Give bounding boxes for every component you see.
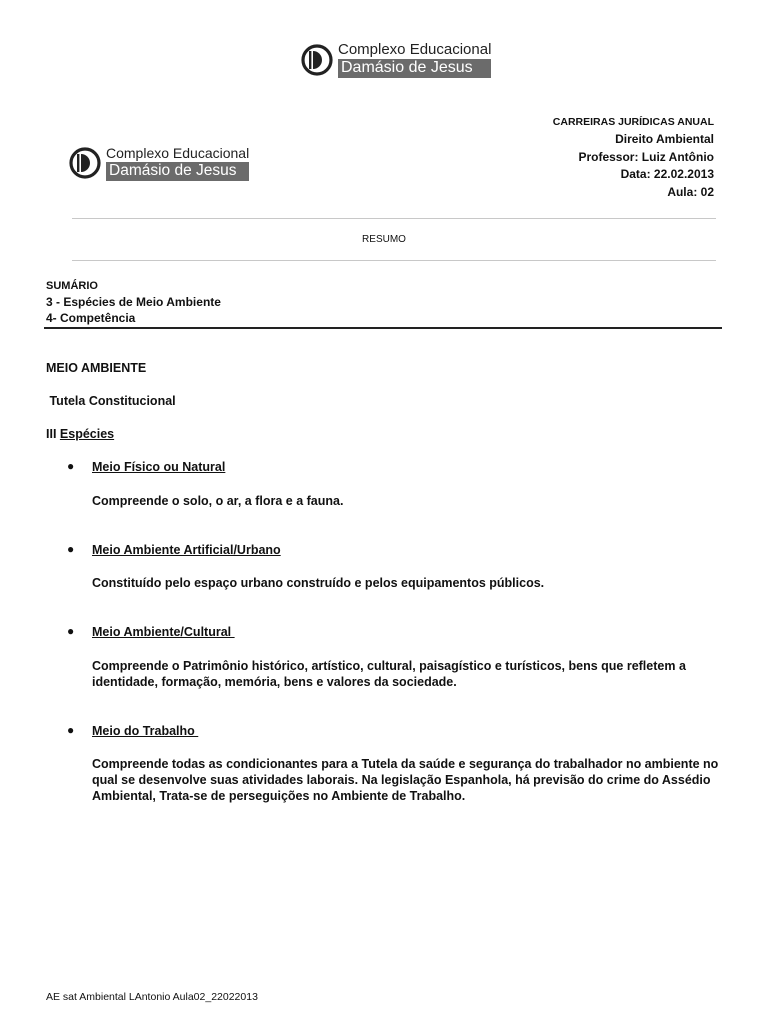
bullet-icon: ● — [67, 624, 75, 638]
class-date: Data: 22.02.2013 — [620, 167, 714, 181]
bullet-text: Compreende o solo, o ar, a flora e a fauna. — [92, 494, 344, 508]
summary-item: 3 - Espécies de Meio Ambiente — [46, 295, 221, 309]
summary-item: 4- Competência — [46, 311, 136, 325]
logo-line1: Complexo Educacional — [338, 41, 492, 58]
divider — [72, 218, 716, 219]
page-footer: AE sat Ambiental LAntonio Aula02_22022013 — [46, 991, 258, 1003]
bullet-icon: ● — [67, 459, 75, 473]
professor-name: Professor: Luiz Antônio — [578, 150, 714, 164]
course-name: CARREIRAS JURÍDICAS ANUAL — [552, 116, 714, 128]
bullet-title: Meio Ambiente/Cultural — [92, 625, 235, 639]
summary-block — [46, 278, 221, 326]
bullet-text: Compreende o Patrimônio histórico, artístico, cultural, paisagístico e turísticos, bens que refletem a identidade, formação, memória, bens e valores da sociedade. — [92, 659, 686, 689]
bullet-title: Meio Físico ou Natural — [92, 460, 226, 474]
subject-name: Direito Ambiental — [615, 132, 714, 146]
summary-title: SUMÁRIO — [46, 280, 98, 292]
bullet-text: Constituído pelo espaço urbano construído e pelos equipamentos públicos. — [92, 576, 545, 590]
bullet-title: Meio do Trabalho — [92, 724, 199, 738]
logo-line2: Damásio de Jesus — [106, 162, 249, 181]
section-title: Espécies — [59, 427, 115, 441]
subheading: Tutela Constitucional — [46, 394, 176, 408]
bullet-title: Meio Ambiente Artificial/Urbano — [92, 543, 281, 557]
damasio-logo-icon — [68, 146, 102, 180]
section-heading — [46, 427, 114, 441]
damasio-logo-icon — [300, 43, 334, 77]
summary-divider — [44, 327, 722, 329]
resumo-heading: RESUMO — [362, 234, 406, 245]
bullet-icon: ● — [67, 723, 75, 737]
header-logo — [300, 42, 491, 78]
divider — [72, 260, 716, 261]
class-number: Aula: 02 — [667, 185, 714, 199]
bullet-icon: ● — [67, 542, 75, 556]
logo-line2: Damásio de Jesus — [338, 59, 491, 78]
logo-line1: Complexo Educacional — [106, 145, 250, 161]
bullet-text: Compreende todas as condicionantes para a Tutela da saúde e segurança do trabalhador no ambiente no qual se desenvolve suas atividades laborais. Na legislação Espanhola, há previsão do crime do Assédio Ambiental, Trata-se de perseguições no Ambiente de Trabalho. — [92, 757, 719, 803]
header-logo-left — [68, 146, 249, 181]
section-prefix: III — [46, 427, 60, 441]
main-heading: MEIO AMBIENTE — [46, 361, 147, 375]
